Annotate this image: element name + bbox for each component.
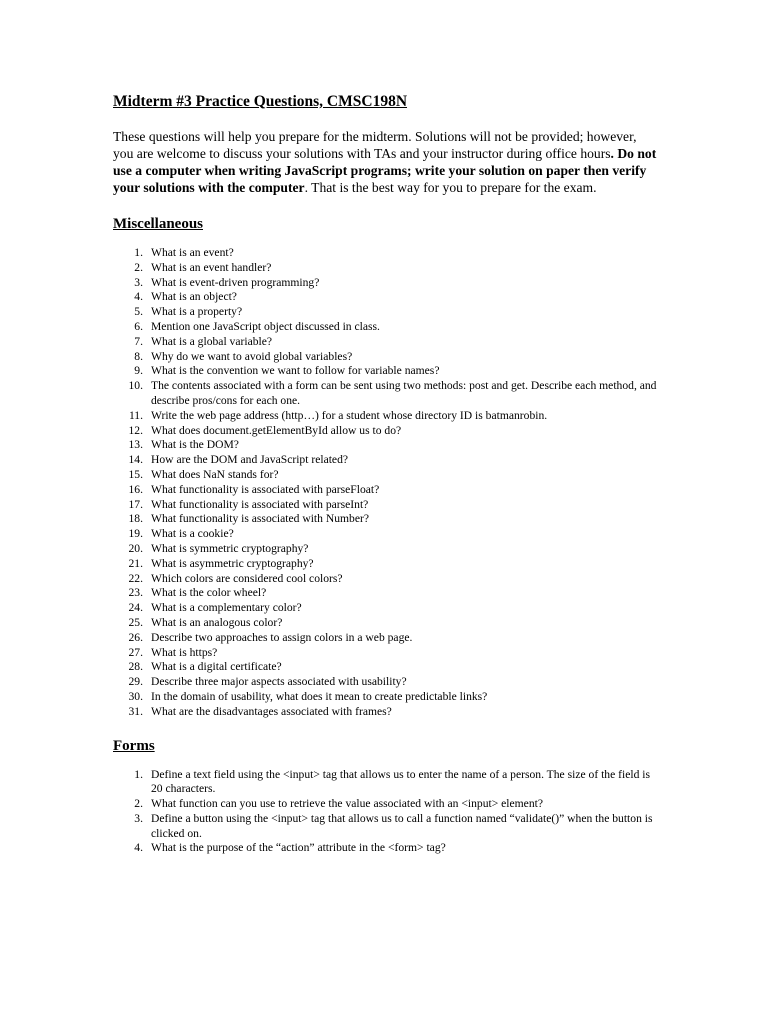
question-text: What functionality is associated with parseInt? — [151, 497, 369, 511]
question-number: 15. — [128, 467, 143, 481]
list-item — [113, 290, 658, 305]
list-item — [113, 424, 658, 439]
question-number: 27. — [128, 645, 143, 659]
question-number: 31. — [128, 704, 143, 718]
question-text: Mention one JavaScript object discussed in class. — [151, 319, 380, 333]
question-text: What is an event? — [151, 246, 234, 259]
question-number: 3. — [134, 811, 143, 825]
question-number: 21. — [128, 556, 143, 570]
question-number: 1. — [134, 767, 143, 781]
question-text: What does NaN stands for? — [151, 467, 279, 481]
question-text: What is a cookie? — [151, 527, 234, 541]
list-item — [113, 498, 658, 513]
list-item — [113, 646, 658, 661]
question-number: 10. — [128, 379, 143, 393]
question-number: 23. — [128, 586, 143, 600]
question-text: What is a property? — [151, 305, 243, 319]
question-text: What is asymmetric cryptography? — [151, 556, 314, 570]
list-item — [113, 812, 658, 842]
question-text: What is the color wheel? — [151, 586, 267, 600]
question-text: Write the web page address (http…) for a student whose directory ID is batmanrobin. — [151, 408, 548, 422]
question-number: 12. — [128, 423, 143, 437]
list-item — [113, 557, 658, 572]
question-number: 5. — [134, 305, 143, 319]
list-item — [113, 797, 658, 812]
question-text: What is the DOM? — [151, 438, 239, 452]
question-number: 1. — [134, 246, 143, 259]
list-item — [113, 276, 658, 291]
question-text: The contents associated with a form can be sent using two methods: post and get. Describe each method, and describe pros/cons for each one. — [151, 379, 657, 407]
list-item — [113, 660, 658, 675]
question-number: 29. — [128, 675, 143, 689]
question-number: 17. — [128, 497, 143, 511]
question-number: 22. — [128, 571, 143, 585]
question-number: 9. — [134, 364, 143, 378]
question-text: Define a text field using the <input> tag that allows us to enter the name of a person. The size of the field is 20 characters. — [151, 767, 651, 796]
question-text: What is symmetric cryptography? — [151, 541, 309, 555]
question-text: What is an object? — [151, 290, 237, 304]
question-text: Define a button using the <input> tag that allows us to call a function named “validate()” when the button is clicked on. — [151, 811, 653, 840]
question-text: What does document.getElementById allow us to do? — [151, 423, 402, 437]
list-item — [113, 305, 658, 320]
list-item — [113, 586, 658, 601]
question-number: 18. — [128, 512, 143, 526]
question-number: 2. — [134, 260, 143, 274]
question-number: 25. — [128, 615, 143, 629]
list-item — [113, 453, 658, 468]
section-heading-miscellaneous: Miscellaneous — [113, 216, 203, 232]
question-number: 24. — [128, 601, 143, 615]
question-text: What are the disadvantages associated with frames? — [151, 704, 392, 718]
question-text: What is a complementary color? — [151, 601, 302, 615]
list-item — [113, 335, 658, 350]
question-text: Why do we want to avoid global variables? — [151, 349, 353, 363]
question-number: 4. — [134, 290, 143, 304]
question-text: What is https? — [151, 645, 218, 659]
question-number: 28. — [128, 660, 143, 674]
question-text: Describe two approaches to assign colors in a web page. — [151, 630, 413, 644]
list-item — [113, 364, 658, 379]
question-number: 13. — [128, 438, 143, 452]
question-text: What functionality is associated with parseFloat? — [151, 482, 380, 496]
question-text: What is a digital certificate? — [151, 660, 282, 674]
list-item — [113, 572, 658, 587]
list-item — [113, 438, 658, 453]
question-text: What is a global variable? — [151, 334, 273, 348]
list-item — [113, 690, 658, 705]
list-item — [113, 350, 658, 365]
intro-text-2: . That is the best way for you to prepare for the exam. — [304, 180, 597, 195]
list-item — [113, 705, 658, 720]
question-number: 26. — [128, 630, 143, 644]
list-item — [113, 320, 658, 335]
question-text: What is event-driven programming? — [151, 275, 320, 289]
question-text: What is the convention we want to follow for variable names? — [151, 364, 440, 378]
list-item — [113, 542, 658, 557]
question-number: 16. — [128, 482, 143, 496]
list-item — [113, 601, 658, 616]
list-item — [113, 841, 658, 856]
question-number: 30. — [128, 689, 143, 703]
list-item — [113, 483, 658, 498]
question-text: Which colors are considered cool colors? — [151, 571, 343, 585]
intro-bold-instruction: . Do not use a computer when writing JavaScript programs; write your solution on paper then verify your solutions with the computer — [113, 146, 657, 195]
question-text: What is an analogous color? — [151, 615, 283, 629]
list-item — [113, 409, 658, 424]
question-number: 4. — [134, 841, 143, 855]
intro-paragraph — [113, 128, 658, 196]
list-item — [113, 512, 658, 527]
question-number: 14. — [128, 453, 143, 467]
list-item — [113, 768, 658, 798]
document-page — [113, 92, 658, 874]
forms-question-list — [113, 768, 658, 857]
miscellaneous-question-list — [113, 246, 658, 720]
question-number: 20. — [128, 541, 143, 555]
question-number: 6. — [134, 319, 143, 333]
list-item — [113, 246, 658, 261]
question-number: 2. — [134, 797, 143, 811]
list-item — [113, 616, 658, 631]
section-heading-forms: Forms — [113, 737, 155, 754]
question-text: What is the purpose of the “action” attribute in the <form> tag? — [151, 841, 446, 855]
question-text: What is an event handler? — [151, 260, 272, 274]
list-item — [113, 379, 658, 409]
list-item — [113, 261, 658, 276]
question-number: 19. — [128, 527, 143, 541]
question-number: 11. — [128, 408, 143, 422]
question-text: What function can you use to retrieve the value associated with an <input> element? — [151, 797, 543, 811]
question-text: In the domain of usability, what does it mean to create predictable links? — [151, 689, 488, 703]
intro-text-1: These questions will help you prepare for the midterm. Solutions will not be provided; however, you are welcome to discuss your solutions with TAs and your instructor during office hours — [113, 129, 637, 161]
question-text: How are the DOM and JavaScript related? — [151, 453, 349, 467]
list-item — [113, 675, 658, 690]
question-text: Describe three major aspects associated with usability? — [151, 675, 407, 689]
question-number: 7. — [134, 334, 143, 348]
list-item — [113, 527, 658, 542]
question-number: 3. — [134, 275, 143, 289]
list-item — [113, 468, 658, 483]
document-title: Midterm #3 Practice Questions, CMSC198N — [113, 93, 408, 110]
question-text: What functionality is associated with Number? — [151, 512, 369, 526]
question-number: 8. — [134, 349, 143, 363]
list-item — [113, 631, 658, 646]
